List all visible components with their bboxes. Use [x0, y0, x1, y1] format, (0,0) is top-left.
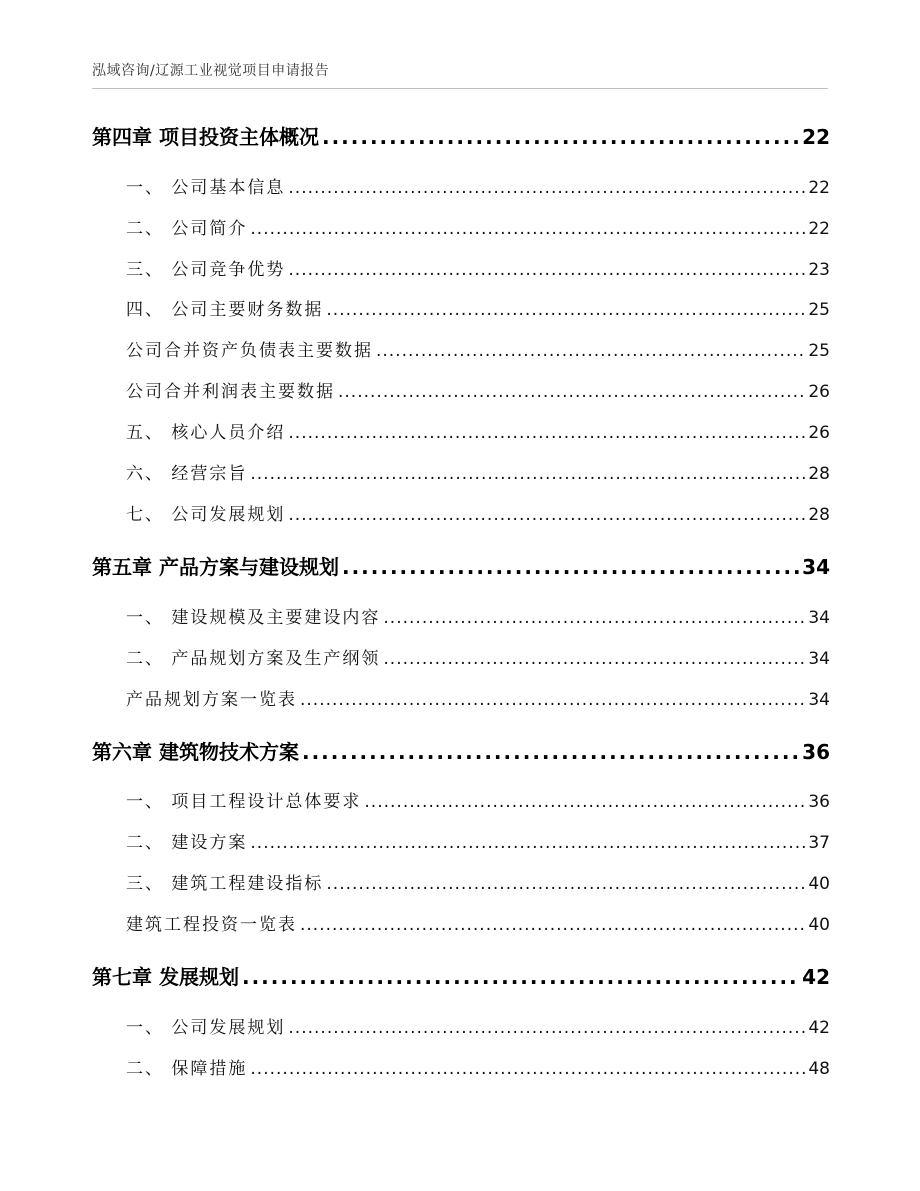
- toc-entry-label: 一、 项目工程设计总体要求: [126, 792, 362, 812]
- toc-page-number: 37: [808, 833, 830, 853]
- toc-dot-leader: [288, 1020, 805, 1037]
- toc-entry-label: 建筑工程投资一览表: [126, 915, 297, 935]
- toc-entry-label: 公司合并资产负债表主要数据: [126, 341, 373, 361]
- toc-page-number: 36: [808, 792, 830, 812]
- toc-section[interactable]: [126, 1020, 830, 1037]
- toc-entry-label: 一、 公司发展规划: [126, 1018, 286, 1038]
- toc-page-number: 22: [808, 219, 830, 239]
- toc-section[interactable]: [126, 651, 830, 668]
- toc-page-number: 23: [808, 260, 830, 280]
- toc-chapter-5[interactable]: [92, 557, 830, 577]
- toc-section[interactable]: [126, 302, 830, 319]
- toc-section[interactable]: [126, 835, 830, 852]
- toc-entry-label: 一、 建设规模及主要建设内容: [126, 608, 381, 628]
- toc-section[interactable]: [126, 610, 830, 627]
- toc-dot-leader: [383, 651, 805, 668]
- toc-section[interactable]: [126, 221, 830, 238]
- toc-entry-label: 第四章 项目投资主体概况: [92, 125, 319, 149]
- toc-page-number: 48: [808, 1059, 830, 1079]
- toc-page-number: 40: [808, 874, 830, 894]
- toc-entry-label: 三、 公司竞争优势: [126, 260, 286, 280]
- toc-chapter-6[interactable]: [92, 742, 830, 762]
- toc-dot-leader: [342, 557, 799, 577]
- toc-section[interactable]: [126, 876, 830, 893]
- toc-section[interactable]: [126, 180, 830, 197]
- toc-entry-label: 二、 产品规划方案及生产纲领: [126, 649, 381, 669]
- toc-page-number: 34: [808, 649, 830, 669]
- toc-table-entry[interactable]: [126, 692, 830, 709]
- toc-page-number: 22: [802, 125, 830, 149]
- toc-page-number: 36: [802, 740, 830, 764]
- toc-table-entry[interactable]: [126, 384, 830, 401]
- toc-entry-label: 一、 公司基本信息: [126, 178, 286, 198]
- toc-dot-leader: [322, 127, 799, 147]
- toc-entry-label: 四、 公司主要财务数据: [126, 300, 324, 320]
- toc-dot-leader: [338, 384, 805, 401]
- toc-section[interactable]: [126, 425, 830, 442]
- toc-page-number: 25: [808, 341, 830, 361]
- toc-section[interactable]: [126, 1061, 830, 1078]
- toc-page-number: 28: [808, 464, 830, 484]
- toc-page-number: 26: [808, 423, 830, 443]
- toc-section[interactable]: [126, 507, 830, 524]
- toc-page-number: 40: [808, 915, 830, 935]
- toc-dot-leader: [300, 692, 805, 709]
- toc-dot-leader: [250, 466, 805, 483]
- toc-dot-leader: [364, 794, 805, 811]
- toc-dot-leader: [302, 742, 799, 762]
- toc-dot-leader: [288, 180, 805, 197]
- toc-entry-label: 二、 建设方案: [126, 833, 248, 853]
- toc-page-number: 22: [808, 178, 830, 198]
- page-header: 泓域咨询/辽源工业视觉项目申请报告: [92, 63, 330, 79]
- toc-page-number: 42: [808, 1018, 830, 1038]
- toc-page-number: 26: [808, 382, 830, 402]
- toc-section[interactable]: [126, 794, 830, 811]
- toc-entry-label: 二、 公司简介: [126, 219, 248, 239]
- toc-page-number: 42: [802, 965, 830, 989]
- toc-entry-label: 产品规划方案一览表: [126, 690, 297, 710]
- toc-dot-leader: [250, 835, 805, 852]
- toc-page-number: 34: [802, 555, 830, 579]
- toc-chapter-7[interactable]: [92, 967, 830, 987]
- toc-section[interactable]: [126, 466, 830, 483]
- toc-page-number: 34: [808, 608, 830, 628]
- toc-chapter-4[interactable]: [92, 127, 830, 147]
- table-of-contents: [92, 0, 830, 1191]
- toc-dot-leader: [326, 302, 805, 319]
- toc-entry-label: 二、 保障措施: [126, 1059, 248, 1079]
- toc-dot-leader: [250, 221, 805, 238]
- toc-entry-label: 六、 经营宗旨: [126, 464, 248, 484]
- toc-dot-leader: [300, 917, 805, 934]
- toc-dot-leader: [288, 507, 805, 524]
- toc-entry-label: 第六章 建筑物技术方案: [92, 740, 299, 764]
- toc-page-number: 28: [808, 505, 830, 525]
- toc-page-number: 34: [808, 690, 830, 710]
- toc-table-entry[interactable]: [126, 917, 830, 934]
- toc-entry-label: 三、 建筑工程建设指标: [126, 874, 324, 894]
- toc-entry-label: 七、 公司发展规划: [126, 505, 286, 525]
- toc-entry-label: 第七章 发展规划: [92, 965, 239, 989]
- toc-entry-label: 五、 核心人员介绍: [126, 423, 286, 443]
- toc-dot-leader: [288, 425, 805, 442]
- toc-table-entry[interactable]: [126, 343, 830, 360]
- toc-section[interactable]: [126, 262, 830, 279]
- toc-dot-leader: [242, 967, 799, 987]
- toc-dot-leader: [383, 610, 805, 627]
- toc-page-number: 25: [808, 300, 830, 320]
- toc-entry-label: 公司合并利润表主要数据: [126, 382, 335, 402]
- toc-dot-leader: [250, 1061, 805, 1078]
- toc-dot-leader: [288, 262, 805, 279]
- toc-dot-leader: [376, 343, 805, 360]
- toc-entry-label: 第五章 产品方案与建设规划: [92, 555, 339, 579]
- toc-dot-leader: [326, 876, 805, 893]
